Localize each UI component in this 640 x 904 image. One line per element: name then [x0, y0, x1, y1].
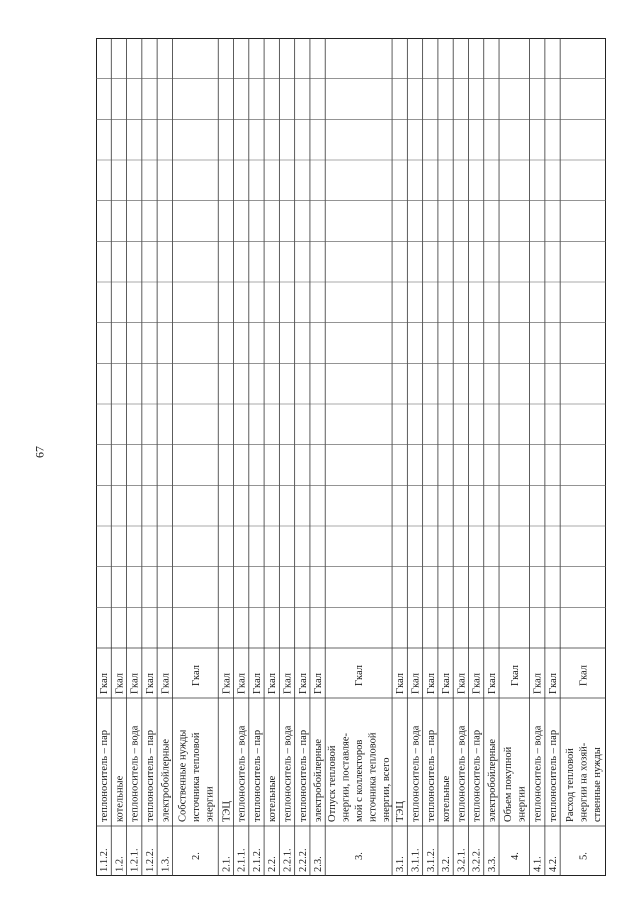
row-name: Объем покупной: [503, 746, 515, 822]
row-number: 3.2.: [441, 856, 453, 872]
row-number: 5.: [578, 852, 590, 860]
row-unit: Гкал: [486, 672, 498, 694]
row-name: энергии на хозяй-: [578, 742, 590, 822]
row-number: 2.2.1.: [282, 848, 294, 872]
row-number: 4.2.: [548, 856, 560, 872]
row-name: теплоноситель – пар: [99, 729, 111, 822]
row-number: 2.2.2.: [297, 848, 309, 872]
row-unit: Гкал: [282, 672, 294, 694]
row-name: теплоноситель – пар: [548, 729, 560, 822]
row-unit: Гкал: [578, 664, 590, 686]
page-number: 67: [32, 446, 47, 458]
row-name: ТЭЦ: [221, 801, 233, 822]
row-name: теплоноситель – пар: [297, 729, 309, 822]
row-number: 1.1.2.: [99, 848, 111, 872]
row-name: энергии, поставляе-: [340, 732, 352, 822]
row-name: источника тепловой: [190, 732, 202, 822]
row-name: котельные: [441, 775, 453, 822]
row-unit: Гкал: [221, 672, 233, 694]
row-unit: Гкал: [395, 672, 407, 694]
row-unit: Гкал: [297, 672, 309, 694]
row-number: 1.3.: [160, 856, 172, 872]
row-name: котельные: [267, 775, 279, 822]
row-number: 2.1.1.: [236, 848, 248, 872]
row-name: электробойлерные: [160, 738, 172, 822]
row-unit: Гкал: [441, 672, 453, 694]
row-name: Собственные нужды: [177, 729, 189, 822]
row-name: энергии, всего: [381, 757, 393, 822]
row-unit: Гкал: [160, 672, 172, 694]
row-number: 3.1.1.: [410, 848, 422, 872]
row-number: 3.2.1.: [456, 848, 468, 872]
row-name: теплоноситель – вода: [410, 725, 422, 822]
row-unit: Гкал: [313, 672, 325, 694]
row-number: 3.1.: [395, 856, 407, 872]
row-name: энергии: [516, 786, 528, 822]
row-unit: Гкал: [354, 664, 366, 686]
row-unit: Гкал: [410, 672, 422, 694]
row-number: 1.2.1.: [129, 848, 141, 872]
row-name: теплоноситель – пар: [251, 729, 263, 822]
row-name: Отпуск тепловой: [327, 745, 339, 822]
row-number: 3.: [354, 852, 366, 860]
row-number: 4.1.: [532, 856, 544, 872]
row-name: теплоноситель – пар: [425, 729, 437, 822]
row-unit: Гкал: [509, 664, 521, 686]
row-number: 3.1.2.: [425, 848, 437, 872]
row-number: 2.: [190, 852, 202, 860]
row-name: теплоноситель – вода: [456, 725, 468, 822]
row-name: электробойлерные: [313, 738, 325, 822]
row-unit: Гкал: [251, 672, 263, 694]
row-name: теплоноситель – вода: [129, 725, 141, 822]
row-number: 2.2.: [267, 856, 279, 872]
row-number: 1.2.: [114, 856, 126, 872]
energy-balance-table: [96, 38, 606, 876]
row-name: электробойлерные: [486, 738, 498, 822]
row-unit: Гкал: [456, 672, 468, 694]
row-name: теплоноситель – пар: [144, 729, 156, 822]
row-name: теплоноситель – вода: [532, 725, 544, 822]
row-unit: Гкал: [129, 672, 141, 694]
row-name: ственные нужды: [592, 747, 604, 822]
row-name: теплоноситель – пар: [471, 729, 483, 822]
row-unit: Гкал: [99, 672, 111, 694]
row-number: 4.: [509, 852, 521, 860]
row-unit: Гкал: [236, 672, 248, 694]
row-name: Расход тепловой: [565, 748, 577, 822]
row-name: котельные: [114, 775, 126, 822]
row-number: 2.1.: [221, 856, 233, 872]
row-unit: Гкал: [425, 672, 437, 694]
row-unit: Гкал: [548, 672, 560, 694]
row-name: мой с коллекторов: [354, 739, 366, 822]
row-name: теплоноситель – вода: [282, 725, 294, 822]
row-number: 2.3.: [313, 856, 325, 872]
row-number: 2.1.2.: [251, 848, 263, 872]
row-unit: Гкал: [267, 672, 279, 694]
row-number: 1.2.2.: [144, 848, 156, 872]
row-unit: Гкал: [144, 672, 156, 694]
row-name: источника тепловой: [367, 732, 379, 822]
row-name: энергии: [204, 786, 216, 822]
row-name: теплоноситель – вода: [236, 725, 248, 822]
row-unit: Гкал: [190, 664, 202, 686]
energy-balance-table-grid: [96, 38, 606, 876]
row-unit: Гкал: [532, 672, 544, 694]
row-name: ТЭЦ: [395, 801, 407, 822]
row-unit: Гкал: [471, 672, 483, 694]
row-unit: Гкал: [114, 672, 126, 694]
row-number: 3.2.2.: [471, 848, 483, 872]
row-number: 3.3.: [486, 856, 498, 872]
